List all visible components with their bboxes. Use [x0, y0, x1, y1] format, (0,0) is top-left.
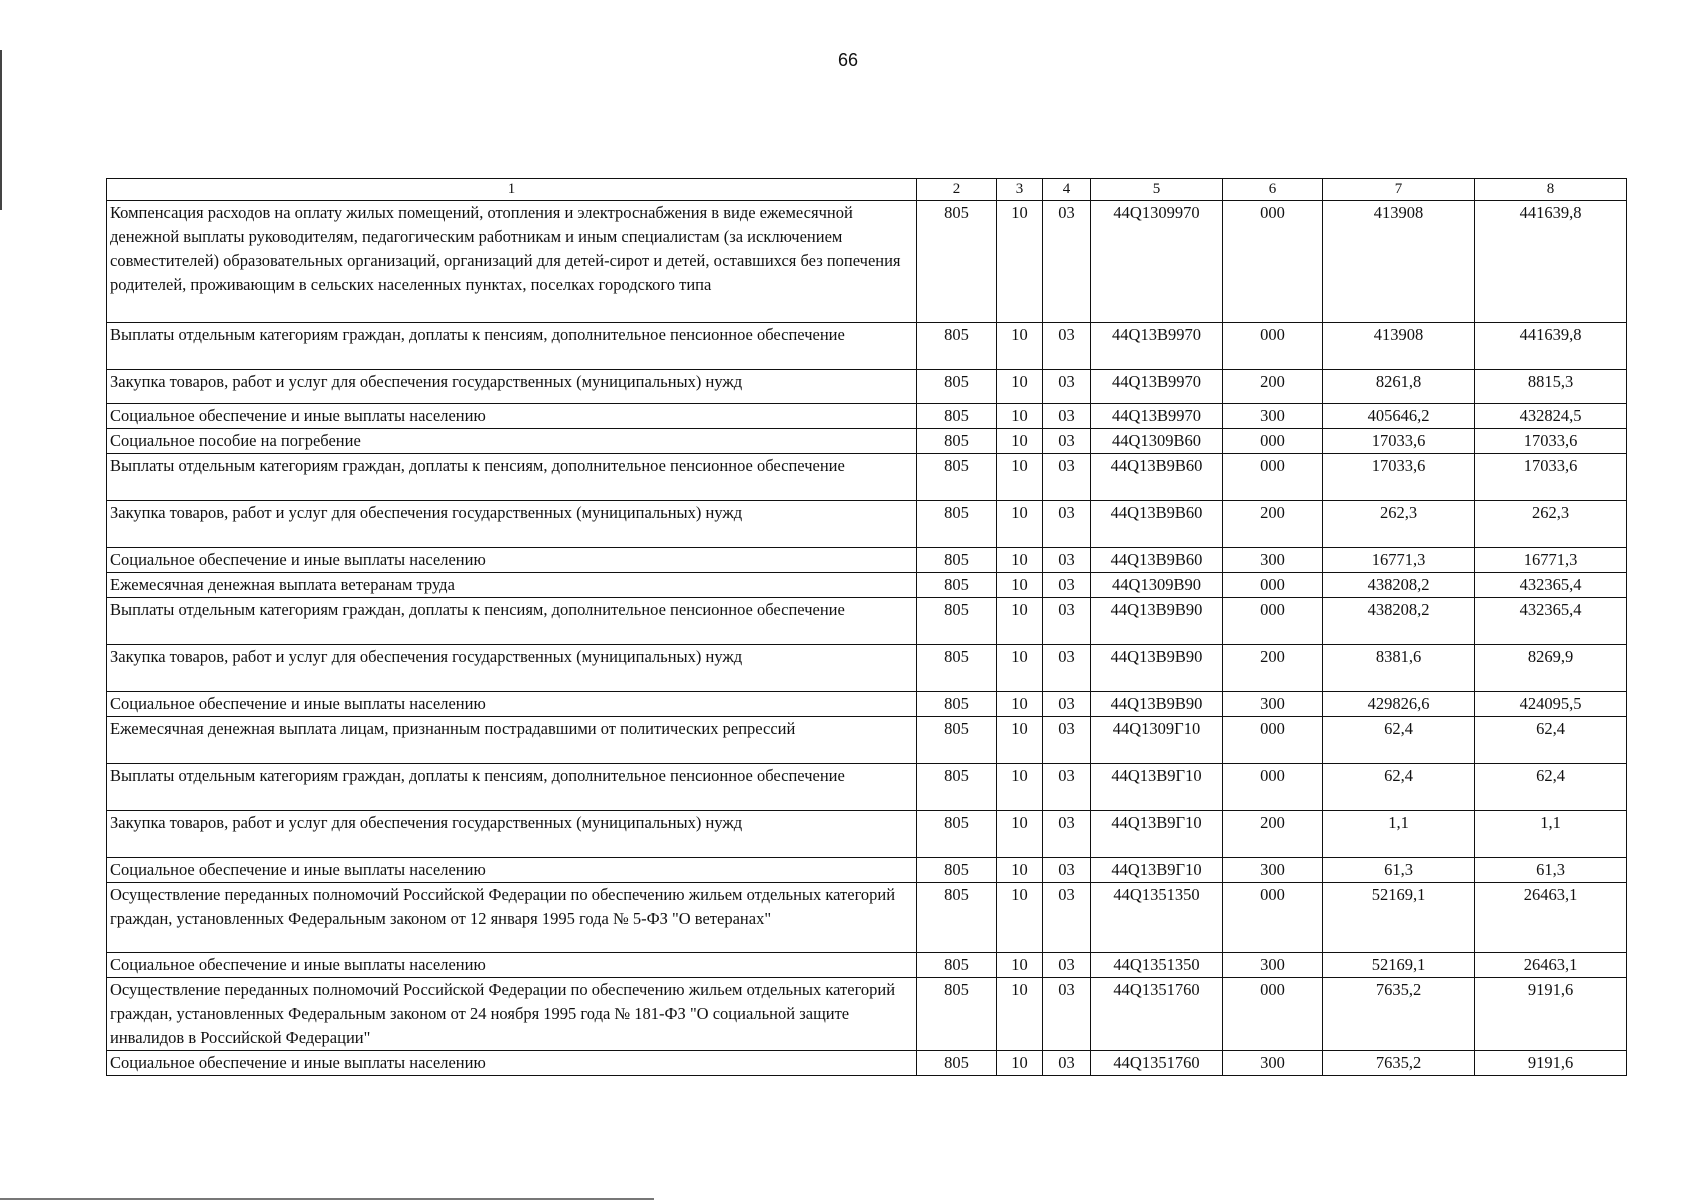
- table-row: [107, 404, 1627, 429]
- row-amount-cell: 438208,2: [1323, 573, 1475, 598]
- column-header: 3: [997, 179, 1043, 201]
- row-code-cell: 805: [917, 645, 997, 692]
- row-amount-cell: 424095,5: [1475, 692, 1627, 717]
- row-section-cell: 10: [997, 404, 1043, 429]
- row-subsection-cell: 03: [1043, 858, 1091, 883]
- row-target-article-cell: 44Q1351350: [1091, 883, 1223, 953]
- row-target-article-cell: 44Q13B9Г10: [1091, 811, 1223, 858]
- row-expense-type-cell: 200: [1223, 501, 1323, 548]
- row-amount-cell: 17033,6: [1323, 429, 1475, 454]
- row-amount-cell: 438208,2: [1323, 598, 1475, 645]
- table-body: [107, 201, 1627, 1076]
- row-section-cell: 10: [997, 692, 1043, 717]
- row-expense-type-cell: 200: [1223, 811, 1323, 858]
- row-code-cell: 805: [917, 1051, 997, 1076]
- row-amount-cell: 26463,1: [1475, 953, 1627, 978]
- row-target-article-cell: 44Q1309B90: [1091, 573, 1223, 598]
- row-name-cell: Социальное обеспечение и иные выплаты населению: [107, 548, 917, 573]
- row-target-article-cell: 44Q13B9B90: [1091, 645, 1223, 692]
- row-code-cell: 805: [917, 573, 997, 598]
- left-margin-rule: [0, 50, 2, 210]
- row-code-cell: 805: [917, 858, 997, 883]
- row-expense-type-cell: 000: [1223, 429, 1323, 454]
- row-target-article-cell: 44Q13B9970: [1091, 323, 1223, 370]
- row-target-article-cell: 44Q1351350: [1091, 953, 1223, 978]
- table-row: [107, 811, 1627, 858]
- row-target-article-cell: 44Q13B9B60: [1091, 454, 1223, 501]
- row-section-cell: 10: [997, 323, 1043, 370]
- row-amount-cell: 62,4: [1323, 717, 1475, 764]
- row-subsection-cell: 03: [1043, 429, 1091, 454]
- row-section-cell: 10: [997, 201, 1043, 323]
- row-expense-type-cell: 000: [1223, 978, 1323, 1051]
- row-code-cell: 805: [917, 811, 997, 858]
- table-row: [107, 883, 1627, 953]
- row-amount-cell: 8381,6: [1323, 645, 1475, 692]
- row-amount-cell: 7635,2: [1323, 1051, 1475, 1076]
- page-number: 66: [837, 50, 859, 70]
- row-subsection-cell: 03: [1043, 404, 1091, 429]
- row-amount-cell: 26463,1: [1475, 883, 1627, 953]
- table-row: [107, 454, 1627, 501]
- row-amount-cell: 7635,2: [1323, 978, 1475, 1051]
- row-amount-cell: 8269,9: [1475, 645, 1627, 692]
- row-expense-type-cell: 000: [1223, 323, 1323, 370]
- row-code-cell: 805: [917, 548, 997, 573]
- row-target-article-cell: 44Q1309970: [1091, 201, 1223, 323]
- header-row: [107, 179, 1627, 201]
- row-subsection-cell: 03: [1043, 811, 1091, 858]
- column-header: 5: [1091, 179, 1223, 201]
- row-section-cell: 10: [997, 573, 1043, 598]
- row-subsection-cell: 03: [1043, 598, 1091, 645]
- row-amount-cell: 8261,8: [1323, 370, 1475, 404]
- row-section-cell: 10: [997, 429, 1043, 454]
- table-row: [107, 598, 1627, 645]
- table-row: [107, 323, 1627, 370]
- row-name-cell: Социальное обеспечение и иные выплаты населению: [107, 404, 917, 429]
- row-amount-cell: 16771,3: [1475, 548, 1627, 573]
- row-target-article-cell: 44Q13B9B90: [1091, 692, 1223, 717]
- row-expense-type-cell: 300: [1223, 692, 1323, 717]
- row-target-article-cell: 44Q13B9970: [1091, 404, 1223, 429]
- row-subsection-cell: 03: [1043, 883, 1091, 953]
- table-row: [107, 1051, 1627, 1076]
- row-amount-cell: 61,3: [1323, 858, 1475, 883]
- row-amount-cell: 8815,3: [1475, 370, 1627, 404]
- row-expense-type-cell: 000: [1223, 883, 1323, 953]
- row-code-cell: 805: [917, 883, 997, 953]
- row-section-cell: 10: [997, 883, 1043, 953]
- row-name-cell: Осуществление переданных полномочий Российской Федерации по обеспечению жильем отдельных категорий граждан, установленных Федеральным законом от 24 ноября 1995 года № 181-ФЗ "О социальной защите инвалидов в Российской Федерации": [107, 978, 917, 1051]
- row-code-cell: 805: [917, 764, 997, 811]
- row-section-cell: 10: [997, 953, 1043, 978]
- row-name-cell: Осуществление переданных полномочий Российской Федерации по обеспечению жильем отдельных категорий граждан, установленных Федеральным законом от 12 января 1995 года № 5-ФЗ "О ветеранах": [107, 883, 917, 953]
- row-expense-type-cell: 000: [1223, 598, 1323, 645]
- row-expense-type-cell: 300: [1223, 1051, 1323, 1076]
- row-subsection-cell: 03: [1043, 573, 1091, 598]
- row-subsection-cell: 03: [1043, 370, 1091, 404]
- row-amount-cell: 17033,6: [1323, 454, 1475, 501]
- row-target-article-cell: 44Q1351760: [1091, 1051, 1223, 1076]
- table-row: [107, 501, 1627, 548]
- column-header: 7: [1323, 179, 1475, 201]
- row-name-cell: Социальное обеспечение и иные выплаты населению: [107, 953, 917, 978]
- table-row: [107, 953, 1627, 978]
- row-subsection-cell: 03: [1043, 201, 1091, 323]
- table-row: [107, 429, 1627, 454]
- row-section-cell: 10: [997, 370, 1043, 404]
- table-row: [107, 692, 1627, 717]
- row-expense-type-cell: 200: [1223, 370, 1323, 404]
- row-expense-type-cell: 000: [1223, 717, 1323, 764]
- row-amount-cell: 441639,8: [1475, 201, 1627, 323]
- row-name-cell: Выплаты отдельным категориям граждан, доплаты к пенсиям, дополнительное пенсионное обеспечение: [107, 598, 917, 645]
- row-subsection-cell: 03: [1043, 1051, 1091, 1076]
- column-header: 1: [107, 179, 917, 201]
- row-amount-cell: 432365,4: [1475, 573, 1627, 598]
- row-amount-cell: 9191,6: [1475, 978, 1627, 1051]
- row-code-cell: 805: [917, 454, 997, 501]
- row-subsection-cell: 03: [1043, 692, 1091, 717]
- row-target-article-cell: 44Q1309Г10: [1091, 717, 1223, 764]
- row-section-cell: 10: [997, 454, 1043, 501]
- row-expense-type-cell: 200: [1223, 645, 1323, 692]
- table-row: [107, 717, 1627, 764]
- row-name-cell: Компенсация расходов на оплату жилых помещений, отопления и электроснабжения в виде ежемесячной денежной выплаты руководителям, педагогическим работникам и иным специалистам (за исключением совместителей) образовательных организаций, организаций для детей-сирот и детей, оставшихся без попечения родителей, проживающим в сельских населенных пунктах, поселках городского типа: [107, 201, 917, 323]
- row-section-cell: 10: [997, 501, 1043, 548]
- row-section-cell: 10: [997, 811, 1043, 858]
- row-amount-cell: 9191,6: [1475, 1051, 1627, 1076]
- row-subsection-cell: 03: [1043, 323, 1091, 370]
- row-amount-cell: 413908: [1323, 323, 1475, 370]
- row-amount-cell: 432365,4: [1475, 598, 1627, 645]
- row-target-article-cell: 44Q13B9B90: [1091, 598, 1223, 645]
- row-amount-cell: 52169,1: [1323, 883, 1475, 953]
- table-row: [107, 201, 1627, 323]
- row-amount-cell: 17033,6: [1475, 454, 1627, 501]
- row-amount-cell: 432824,5: [1475, 404, 1627, 429]
- row-section-cell: 10: [997, 548, 1043, 573]
- row-code-cell: 805: [917, 323, 997, 370]
- row-code-cell: 805: [917, 370, 997, 404]
- row-expense-type-cell: 000: [1223, 764, 1323, 811]
- row-code-cell: 805: [917, 598, 997, 645]
- row-section-cell: 10: [997, 764, 1043, 811]
- row-name-cell: Закупка товаров, работ и услуг для обеспечения государственных (муниципальных) нужд: [107, 370, 917, 404]
- row-name-cell: Социальное обеспечение и иные выплаты населению: [107, 858, 917, 883]
- row-target-article-cell: 44Q13B9Г10: [1091, 764, 1223, 811]
- row-code-cell: 805: [917, 429, 997, 454]
- row-amount-cell: 62,4: [1475, 764, 1627, 811]
- row-name-cell: Закупка товаров, работ и услуг для обеспечения государственных (муниципальных) нужд: [107, 811, 917, 858]
- row-amount-cell: 441639,8: [1475, 323, 1627, 370]
- row-code-cell: 805: [917, 201, 997, 323]
- row-expense-type-cell: 300: [1223, 858, 1323, 883]
- row-amount-cell: 16771,3: [1323, 548, 1475, 573]
- table-row: [107, 764, 1627, 811]
- row-name-cell: Социальное обеспечение и иные выплаты населению: [107, 692, 917, 717]
- row-name-cell: Выплаты отдельным категориям граждан, доплаты к пенсиям, дополнительное пенсионное обеспечение: [107, 454, 917, 501]
- row-amount-cell: 1,1: [1323, 811, 1475, 858]
- row-expense-type-cell: 300: [1223, 953, 1323, 978]
- row-amount-cell: 262,3: [1323, 501, 1475, 548]
- row-target-article-cell: 44Q13B9B60: [1091, 501, 1223, 548]
- row-section-cell: 10: [997, 598, 1043, 645]
- column-header: 6: [1223, 179, 1323, 201]
- row-name-cell: Ежемесячная денежная выплата лицам, признанным пострадавшими от политических репрессий: [107, 717, 917, 764]
- row-subsection-cell: 03: [1043, 953, 1091, 978]
- row-subsection-cell: 03: [1043, 548, 1091, 573]
- row-code-cell: 805: [917, 953, 997, 978]
- row-amount-cell: 262,3: [1475, 501, 1627, 548]
- row-expense-type-cell: 300: [1223, 404, 1323, 429]
- table-row: [107, 548, 1627, 573]
- row-name-cell: Выплаты отдельным категориям граждан, доплаты к пенсиям, дополнительное пенсионное обеспечение: [107, 323, 917, 370]
- row-name-cell: Социальное пособие на погребение: [107, 429, 917, 454]
- table-row: [107, 978, 1627, 1051]
- row-code-cell: 805: [917, 692, 997, 717]
- row-target-article-cell: 44Q1351760: [1091, 978, 1223, 1051]
- row-name-cell: Выплаты отдельным категориям граждан, доплаты к пенсиям, дополнительное пенсионное обеспечение: [107, 764, 917, 811]
- row-amount-cell: 61,3: [1475, 858, 1627, 883]
- row-expense-type-cell: 300: [1223, 548, 1323, 573]
- row-subsection-cell: 03: [1043, 717, 1091, 764]
- row-name-cell: Ежемесячная денежная выплата ветеранам труда: [107, 573, 917, 598]
- table-row: [107, 858, 1627, 883]
- row-amount-cell: 52169,1: [1323, 953, 1475, 978]
- row-expense-type-cell: 000: [1223, 201, 1323, 323]
- row-subsection-cell: 03: [1043, 501, 1091, 548]
- row-section-cell: 10: [997, 858, 1043, 883]
- row-amount-cell: 405646,2: [1323, 404, 1475, 429]
- row-name-cell: Закупка товаров, работ и услуг для обеспечения государственных (муниципальных) нужд: [107, 645, 917, 692]
- row-code-cell: 805: [917, 404, 997, 429]
- row-code-cell: 805: [917, 717, 997, 764]
- row-section-cell: 10: [997, 978, 1043, 1051]
- row-expense-type-cell: 000: [1223, 573, 1323, 598]
- column-header: 8: [1475, 179, 1627, 201]
- row-code-cell: 805: [917, 501, 997, 548]
- row-expense-type-cell: 000: [1223, 454, 1323, 501]
- row-amount-cell: 413908: [1323, 201, 1475, 323]
- row-amount-cell: 62,4: [1323, 764, 1475, 811]
- budget-table: [106, 178, 1627, 1076]
- table-row: [107, 573, 1627, 598]
- row-amount-cell: 429826,6: [1323, 692, 1475, 717]
- row-subsection-cell: 03: [1043, 454, 1091, 501]
- table-row: [107, 370, 1627, 404]
- row-section-cell: 10: [997, 717, 1043, 764]
- row-target-article-cell: 44Q13B9Г10: [1091, 858, 1223, 883]
- table-row: [107, 645, 1627, 692]
- row-name-cell: Закупка товаров, работ и услуг для обеспечения государственных (муниципальных) нужд: [107, 501, 917, 548]
- row-subsection-cell: 03: [1043, 978, 1091, 1051]
- row-amount-cell: 17033,6: [1475, 429, 1627, 454]
- row-target-article-cell: 44Q1309B60: [1091, 429, 1223, 454]
- row-amount-cell: 62,4: [1475, 717, 1627, 764]
- column-header: 2: [917, 179, 997, 201]
- row-amount-cell: 1,1: [1475, 811, 1627, 858]
- row-section-cell: 10: [997, 1051, 1043, 1076]
- row-name-cell: Социальное обеспечение и иные выплаты населению: [107, 1051, 917, 1076]
- row-subsection-cell: 03: [1043, 645, 1091, 692]
- row-code-cell: 805: [917, 978, 997, 1051]
- row-section-cell: 10: [997, 645, 1043, 692]
- row-target-article-cell: 44Q13B9B60: [1091, 548, 1223, 573]
- row-subsection-cell: 03: [1043, 764, 1091, 811]
- row-target-article-cell: 44Q13B9970: [1091, 370, 1223, 404]
- column-header: 4: [1043, 179, 1091, 201]
